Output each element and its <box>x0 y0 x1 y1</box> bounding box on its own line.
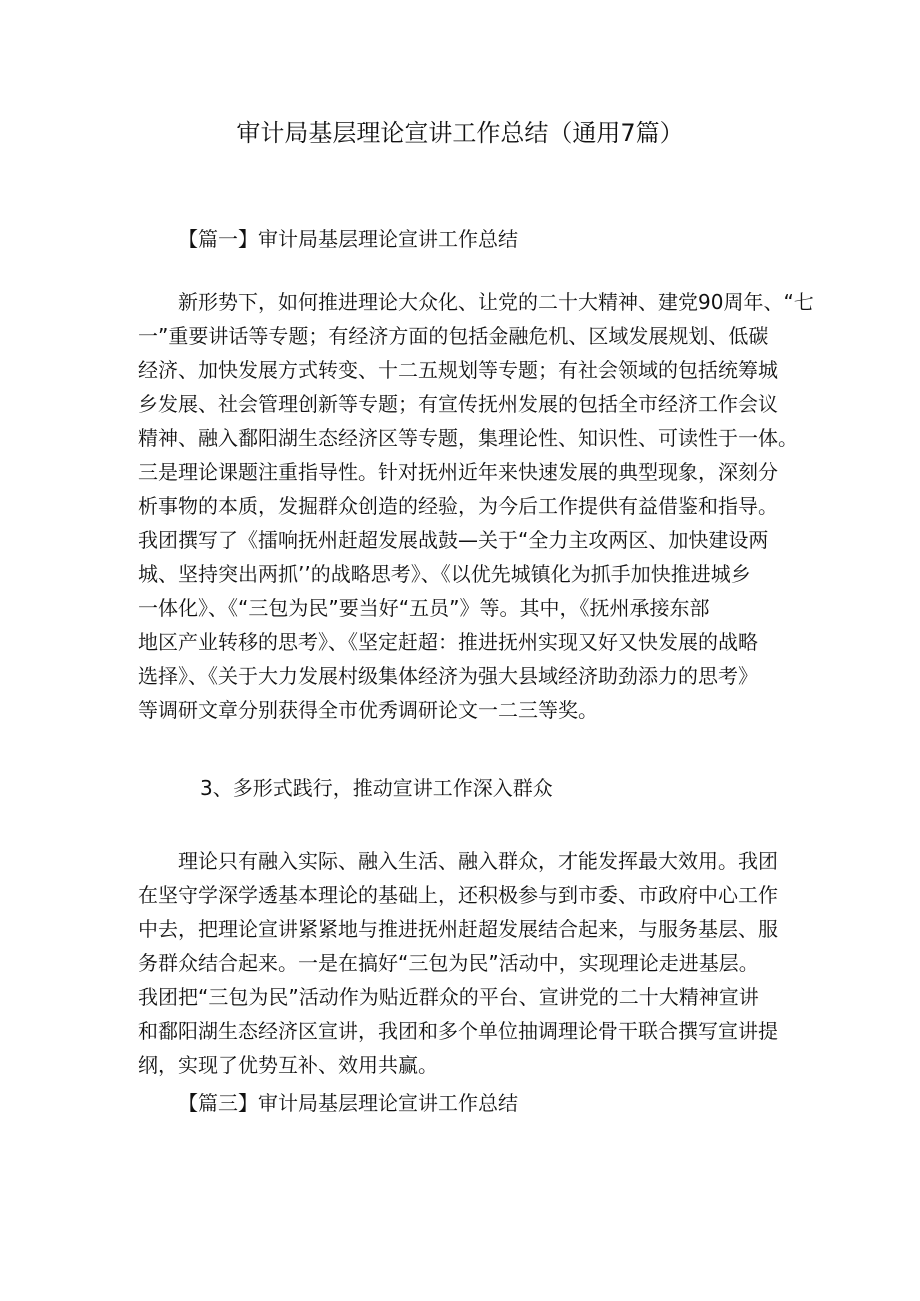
paragraph-line: 地区产业转移的思考》、《坚定赶超：推进抚州实现又好又快发展的战略 <box>138 630 758 654</box>
paragraph-line: 中去，把理论宣讲紧紧地与推进抚州赶超发展结合起来，与服务基层、服 <box>138 917 778 941</box>
paragraph-line: 和鄱阳湖生态经济区宣讲，我团和多个单位抽调理论骨干联合撰写宣讲提 <box>138 1019 778 1043</box>
paragraph-line: 新形势下，如何推进理论大众化、让党的二十大精神、建党90周年、“七 <box>178 290 814 314</box>
paragraph-line: 理论只有融入实际、融入生活、融入群众，才能发挥最大效用。我团 <box>178 849 778 873</box>
paragraph-line: 纲，实现了优势互补、效用共赢。 <box>138 1053 438 1077</box>
paragraph-line: 城、坚持突出两抓’’的战略思考》、《以优先城镇化为抓手加快推进城乡 <box>138 562 751 586</box>
paragraph-line: 一”重要讲话等专题；有经济方面的包括金融危机、区域发展规划、低碳 <box>138 324 769 348</box>
paragraph-line: 乡发展、社会管理创新等专题；有宣传抚州发展的包括全市经济工作会议 <box>138 392 778 416</box>
section-heading-3: 【篇三】审计局基层理论宣讲工作总结 <box>178 1091 518 1115</box>
paragraph-line: 精神、融入鄱阳湖生态经济区等专题，集理论性、知识性、可读性于一体。 <box>138 426 798 450</box>
document-title: 审计局基层理论宣讲工作总结（通用7篇） <box>236 119 684 147</box>
paragraph-line: 析事物的本质，发掘群众创造的经验，为今后工作提供有益借鉴和指导。 <box>138 494 778 518</box>
paragraph-line: 我团把“三包为民”活动作为贴近群众的平台、宣讲党的二十大精神宣讲 <box>138 985 759 1009</box>
paragraph-line: 我团撰写了《擂响抚州赶超发展战鼓—关于“全力主攻两区、加快建设两 <box>138 528 769 552</box>
paragraph-line: 等调研文章分别获得全市优秀调研论文一二三等奖。 <box>138 698 598 722</box>
paragraph-line: 经济、加快发展方式转变、十二五规划等专题；有社会领域的包括统筹城 <box>138 358 778 382</box>
paragraph-line: 一体化》、《“三包为民”要当好“五员”》等。其中，《抚州承接东部 <box>138 596 710 620</box>
paragraph-line: 三是理论课题注重指导性。针对抚州近年来快速发展的典型现象，深刻分 <box>138 460 778 484</box>
section-heading-1: 【篇一】审计局基层理论宣讲工作总结 <box>178 227 518 251</box>
paragraph-line: 选择》、《关于大力发展村级集体经济为强大县域经济助劲添力的思考》 <box>138 664 758 688</box>
paragraph-line: 在坚守学深学透基本理论的基础上，还积极参与到市委、市政府中心工作 <box>138 883 778 907</box>
subheading: 3、多形式践行，推动宣讲工作深入群众 <box>200 776 553 800</box>
paragraph-1 <box>138 285 814 727</box>
paragraph-line: 务群众结合起来。一是在搞好“三包为民”活动中，实现理论走进基层。 <box>138 951 759 975</box>
paragraph-2 <box>138 844 778 1082</box>
